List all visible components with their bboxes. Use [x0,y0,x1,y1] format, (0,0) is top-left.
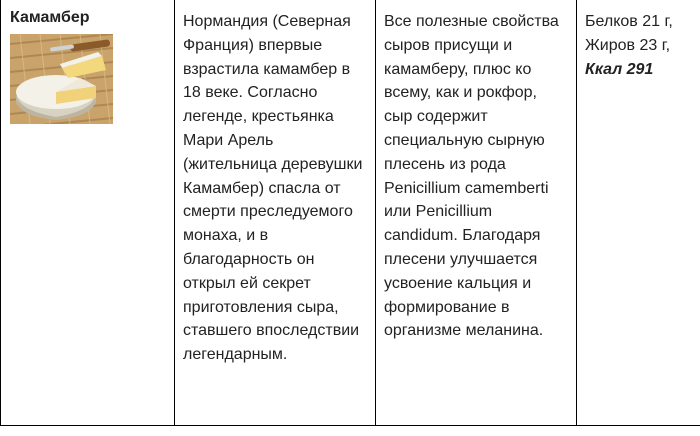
kcal-text: Ккал 291 [585,60,654,78]
name-cell [1,0,175,426]
fat-text: Жиров 23 г, [585,36,671,54]
properties-cell [376,0,577,426]
nutrition-cell [577,0,700,426]
origin-cell [175,0,376,426]
origin-text: Нормандия (Северная Франция) впервые взрастила камамбер в 18 веке. Согласно легенде, крестьянка Мари Арель (жительница деревушки Камамбер) спасла от смерти преследуемого монаха, и в благодарность он открыл ей секрет приготовления сыра, ставшего впоследствии легендарным. [183,13,363,364]
cheese-name: Камамбер [10,9,90,26]
properties-text: Все полезные свойства сыров присущи и камамберу, плюс ко всему, как и рокфор, сыр содержит специальную сырную плесень из рода Penicillium camemberti или Penicillium candidum. Благодаря плесени улучшается усвоение кальция и формирование в организме меланина. [384,13,559,340]
table-row [1,0,700,426]
camembert-cheese-photo [10,34,113,124]
protein-text: Белков 21 г, [585,13,673,30]
